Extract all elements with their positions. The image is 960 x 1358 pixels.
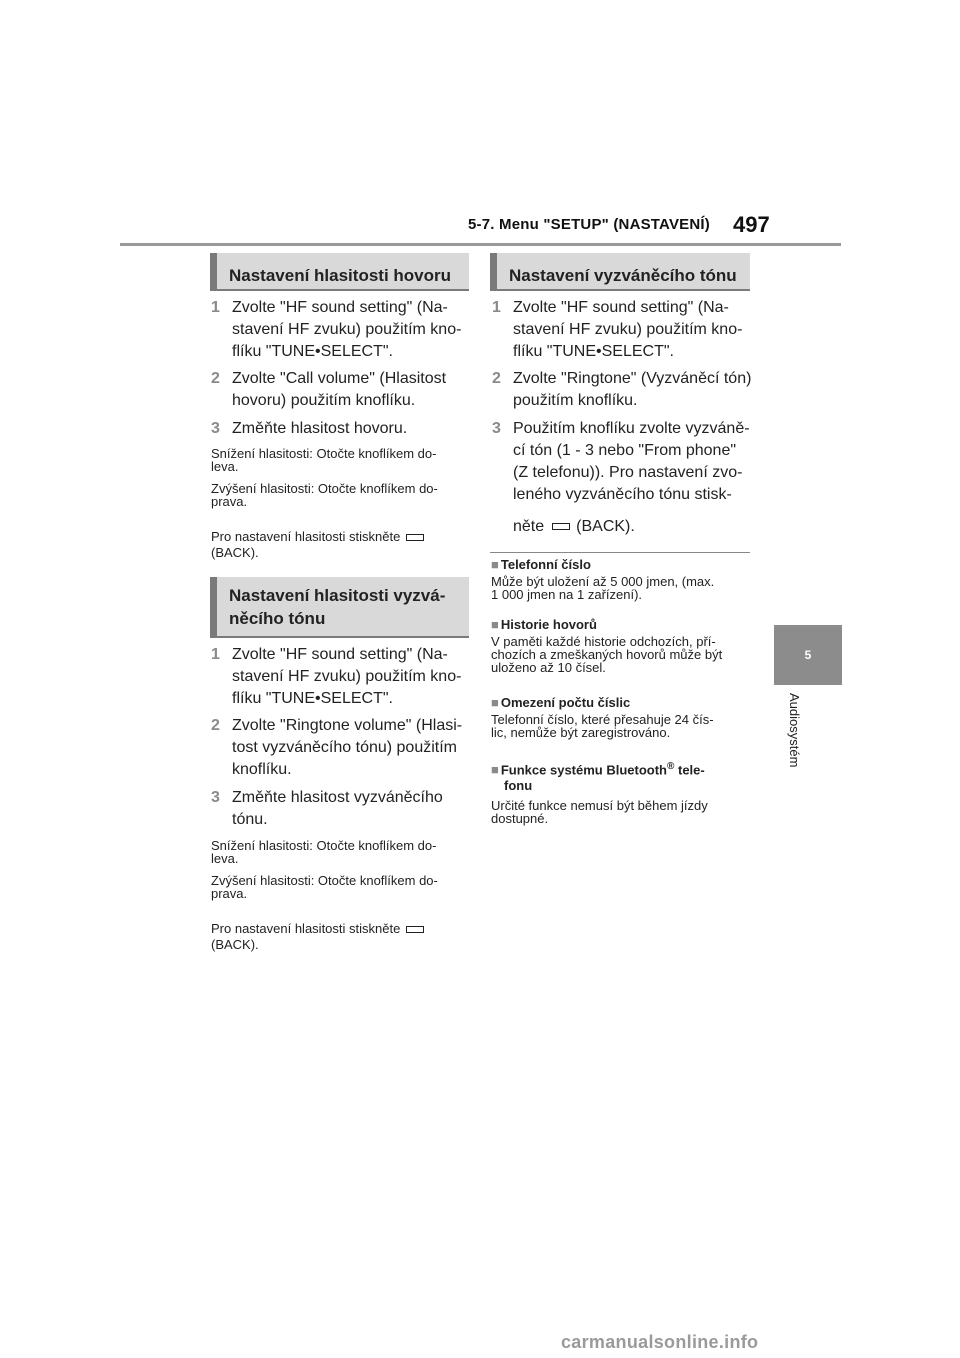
step-text: stavení HF zvuku) použitím kno-	[232, 668, 462, 685]
step-text: Změňte hlasitost hovoru.	[232, 420, 408, 437]
bullet-icon: ■	[491, 695, 499, 710]
back-button-icon	[406, 926, 424, 933]
step-text: stavení HF zvuku) použitím kno-	[232, 321, 462, 338]
step-text: (Z telefonu)). Pro nastavení zvo-	[513, 464, 743, 481]
step-text: flíku "TUNE•SELECT".	[232, 343, 393, 360]
step-text: stavení HF zvuku) použitím kno-	[513, 321, 743, 338]
note-block: ■ Telefonní číslo Může být uložení až 5 000 jmen, (max. 1 000 jmen na 1 zařízení).	[491, 557, 715, 602]
step-number: 2	[211, 370, 220, 387]
step-item	[211, 297, 471, 363]
step-item	[211, 715, 471, 781]
step-text: Zvolte "Ringtone" (Vyzváněcí tón)	[513, 370, 752, 387]
section-heading-ringtone-volume	[210, 577, 469, 638]
chapter-label	[788, 693, 802, 793]
heading-text: něcího tónu	[229, 609, 326, 628]
step-number: 3	[211, 789, 220, 806]
chapter-number: 5	[804, 648, 812, 662]
step-text: flíku "TUNE•SELECT".	[232, 690, 393, 707]
section-heading-call-volume	[210, 253, 469, 291]
registered-mark: ®	[667, 761, 675, 772]
step-text: tost vyzváněcího tónu) použitím	[232, 739, 457, 756]
step-item	[211, 644, 471, 710]
heading-text: Nastavení hlasitosti vyzvá-	[229, 586, 446, 605]
step-text: použitím knoflíku.	[513, 392, 638, 409]
step-text: Zvolte "HF sound setting" (Na-	[232, 299, 448, 316]
step-text: něte	[513, 518, 545, 535]
note-heading: fonu	[504, 778, 533, 794]
back-button-icon	[552, 523, 570, 530]
watermark: carmanualsonline.info	[561, 1332, 759, 1352]
step-text: tónu.	[232, 811, 268, 828]
step-item	[492, 297, 752, 363]
note-block: ■ Omezení počtu číslic Telefonní číslo, které přesahuje 24 čís- lic, nemůže být zaregistrováno.	[491, 695, 714, 740]
step-item	[492, 418, 752, 538]
bullet-icon: ■	[491, 617, 499, 632]
note-text: Zvýšení hlasitosti: Otočte knoflíkem do- prava.	[211, 481, 438, 509]
step-text: cí tón (1 - 3 nebo "From phone"	[513, 442, 737, 459]
bullet-icon: ■	[491, 762, 499, 778]
section-title: 5-7. Menu "SETUP" (NASTAVENÍ)	[468, 216, 710, 233]
section-heading-ringtone	[490, 253, 750, 291]
note-heading: tele-	[674, 762, 705, 778]
step-text: flíku "TUNE•SELECT".	[513, 343, 674, 360]
step-item	[211, 787, 471, 831]
bullet-icon: ■	[491, 557, 499, 572]
note-heading: Omezení počtu číslic	[500, 695, 631, 710]
note-text: Snížení hlasitosti: Otočte knoflíkem do- leva.	[211, 446, 437, 474]
step-text: knoflíku.	[232, 761, 292, 778]
heading-text: Nastavení hlasitosti hovoru	[229, 266, 451, 285]
notes-divider	[490, 552, 750, 553]
step-text: (BACK).	[576, 518, 635, 535]
step-item	[492, 368, 752, 412]
step-text: hovoru) použitím knoflíku.	[232, 392, 416, 409]
heading-text: Nastavení vyzváněcího tónu	[509, 266, 737, 285]
step-number: 2	[492, 370, 501, 387]
chapter-tab	[774, 625, 842, 685]
step-text: Použitím knoflíku zvolte vyzváně-	[513, 420, 750, 437]
step-text: Změňte hlasitost vyzváněcího	[232, 789, 443, 806]
note-block: ■ Funkce systému Bluetooth® tele- fonu Určité funkce nemusí být během jízdy dostupné.	[491, 759, 753, 825]
step-number: 2	[211, 717, 220, 734]
header-rule	[120, 243, 841, 246]
step-item	[211, 368, 471, 412]
note-heading: Historie hovorů	[500, 617, 597, 632]
step-number: 3	[211, 420, 220, 437]
page-number: 497	[733, 212, 770, 237]
note-text: Snížení hlasitosti: Otočte knoflíkem do- leva.	[211, 838, 437, 866]
step-number: 1	[211, 299, 220, 316]
step-text: Zvolte "Ringtone volume" (Hlasi-	[232, 717, 463, 734]
step-text: Zvolte "HF sound setting" (Na-	[232, 646, 448, 663]
back-instruction: Pro nastavení hlasitosti stiskněte (BACK).	[211, 529, 424, 561]
back-button-icon	[406, 534, 424, 541]
note-block: ■ Historie hovorů V paměti každé historie odchozích, pří- chozích a zmeškaných hovorů může být uloženo až 10 čísel.	[491, 617, 723, 675]
step-number: 1	[211, 646, 220, 663]
note-text: Zvýšení hlasitosti: Otočte knoflíkem do- prava.	[211, 873, 438, 901]
step-item	[211, 418, 471, 440]
note-heading: Telefonní číslo	[500, 557, 591, 572]
note-heading: Funkce systému Bluetooth	[500, 762, 667, 778]
chapter-label-text: Audiosystém	[787, 693, 802, 768]
step-text: Zvolte "HF sound setting" (Na-	[513, 299, 729, 316]
step-text: Zvolte "Call volume" (Hlasitost	[232, 370, 447, 387]
back-instruction: Pro nastavení hlasitosti stiskněte (BACK).	[211, 921, 424, 953]
step-number: 3	[492, 420, 501, 437]
step-number: 1	[492, 299, 501, 316]
step-text: leného vyzváněcího tónu stisk-	[513, 486, 732, 503]
